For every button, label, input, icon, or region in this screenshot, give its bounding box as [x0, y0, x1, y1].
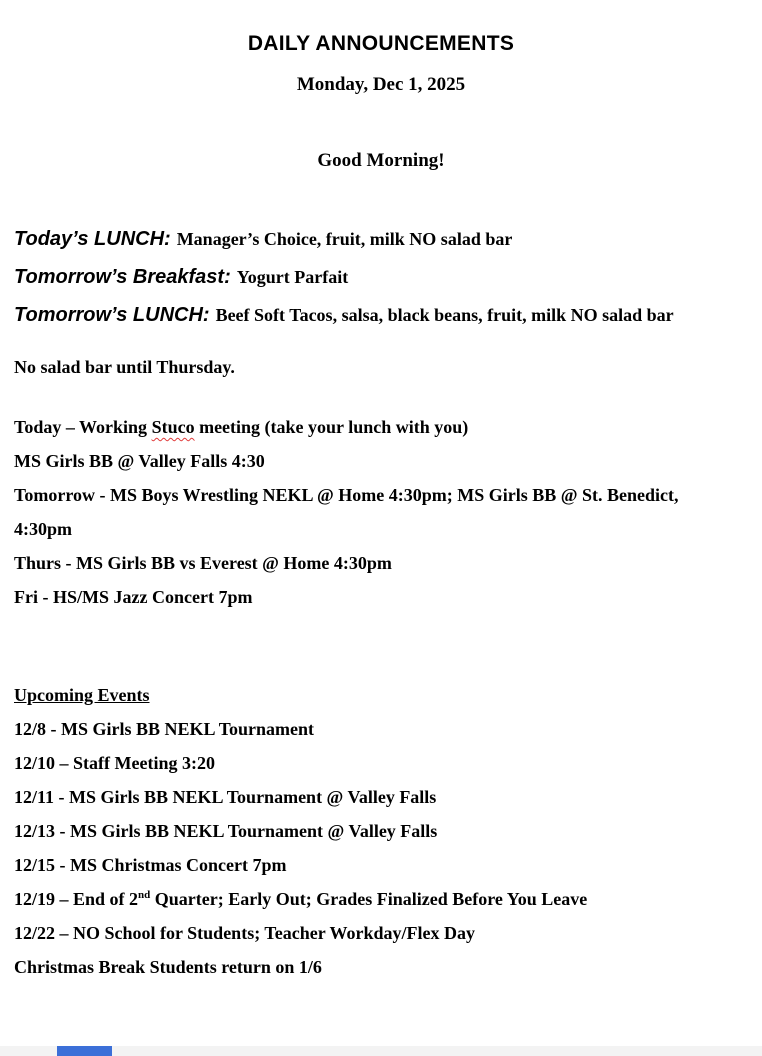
announcement-line: Thurs - MS Girls BB vs Everest @ Home 4:30pm [14, 553, 392, 573]
todays-lunch-line [14, 228, 748, 251]
upcoming-events-section [14, 678, 748, 984]
event-line-quarter-end [14, 882, 748, 916]
event-line: Christmas Break Students return on 1/6 [14, 957, 322, 977]
announcement-line: Fri - HS/MS Jazz Concert 7pm [14, 587, 253, 607]
quarter-line-pre: 12/19 – End of 2 [14, 889, 139, 909]
document-date: Monday, Dec 1, 2025 [296, 74, 466, 95]
document-title: DAILY ANNOUNCEMENTS [247, 32, 515, 55]
announcement-line-stuco [14, 410, 748, 444]
quarter-line-post: Quarter; Early Out; Grades Finalized Before You Leave [150, 889, 588, 909]
ordinal-superscript: nd [138, 889, 151, 901]
greeting-line: Good Morning! [317, 150, 445, 171]
todays-lunch-text: Manager’s Choice, fruit, milk NO salad bar [176, 229, 513, 249]
tomorrows-breakfast-label: Tomorrow’s Breakfast: [14, 266, 231, 288]
tomorrows-lunch-text: Beef Soft Tacos, salsa, black beans, fruit, milk NO salad bar [215, 305, 674, 325]
spellcheck-underlined-word: Stuco [151, 417, 195, 437]
blue-window-fragment [57, 1046, 112, 1056]
stuco-line-pre: Today – Working [14, 417, 152, 437]
event-line: 12/10 – Staff Meeting 3:20 [14, 753, 215, 773]
bottom-edge-window-fragment [0, 1046, 762, 1056]
tomorrows-breakfast-line [14, 266, 748, 289]
event-line: 12/13 - MS Girls BB NEKL Tournament @ Valley Falls [14, 821, 438, 841]
announcements-document-page [0, 32, 762, 1056]
event-line: 12/22 – NO School for Students; Teacher Workday/Flex Day [14, 923, 476, 943]
tomorrows-breakfast-text: Yogurt Parfait [236, 267, 349, 287]
event-line: 12/11 - MS Girls BB NEKL Tournament @ Valley Falls [14, 787, 437, 807]
upcoming-events-heading: Upcoming Events [14, 685, 150, 705]
announcement-line: MS Girls BB @ Valley Falls 4:30 [14, 451, 265, 471]
tomorrows-lunch-label: Tomorrow’s LUNCH: [14, 304, 210, 326]
today-announcements-section [14, 410, 748, 614]
event-line: 12/15 - MS Christmas Concert 7pm [14, 855, 287, 875]
tomorrow-line-pre: Tomorrow - MS Boys Wrestling NEKL @ Home 4:30pm; MS Girls BB @ St. Benedict, [14, 485, 679, 505]
salad-bar-notice: No salad bar until Thursday. [14, 357, 235, 377]
meals-section [14, 228, 748, 327]
tomorrows-lunch-line [14, 304, 748, 327]
announcement-line-tomorrow [14, 478, 748, 546]
tomorrow-line-tail: 4:30pm [14, 519, 72, 539]
event-line: 12/8 - MS Girls BB NEKL Tournament [14, 719, 315, 739]
stuco-line-post: meeting (take your lunch with you) [194, 417, 469, 437]
todays-lunch-label: Today’s LUNCH: [14, 228, 171, 250]
